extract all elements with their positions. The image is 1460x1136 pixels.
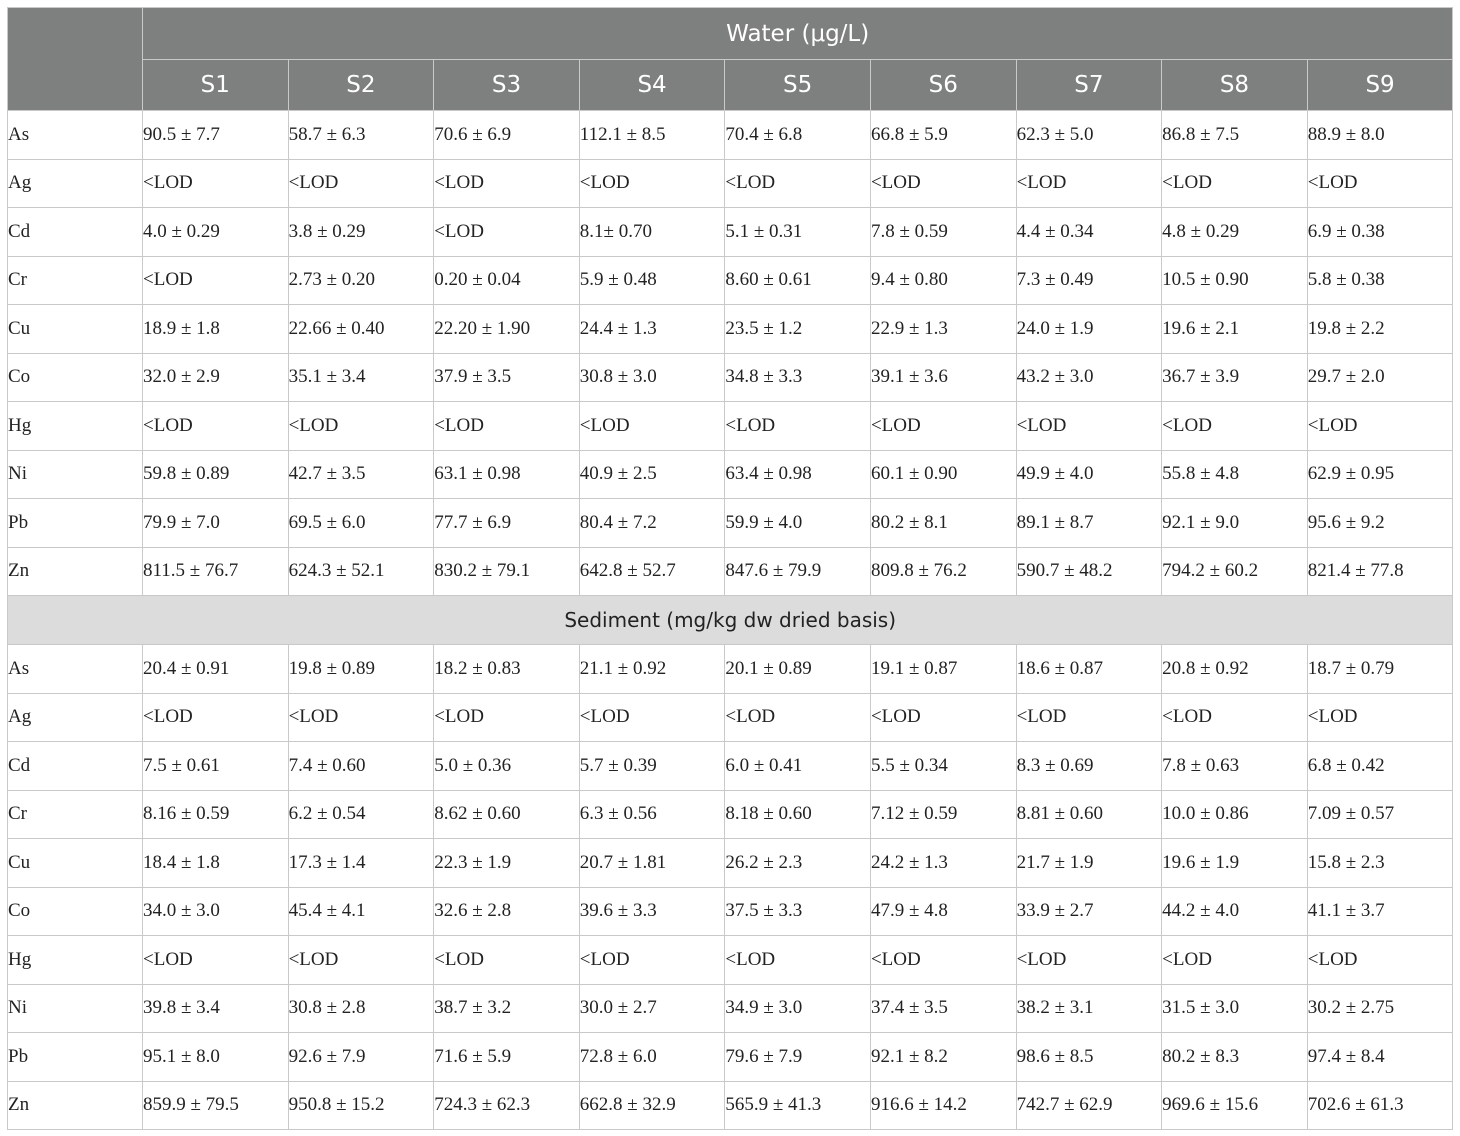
value-cell-s9: 15.8 ± 2.3 xyxy=(1307,839,1453,888)
value-cell-s7: 24.0 ± 1.9 xyxy=(1016,305,1162,354)
value-cell-s9: 6.8 ± 0.42 xyxy=(1307,742,1453,791)
value-cell-s4: 8.1± 0.70 xyxy=(579,208,725,257)
element-cell: Zn xyxy=(8,547,143,596)
value-cell-s1: 95.1 ± 8.0 xyxy=(143,1033,289,1082)
table-row xyxy=(8,1033,1453,1082)
table-row xyxy=(8,547,1453,596)
value-cell-s5: 34.9 ± 3.0 xyxy=(725,984,871,1033)
value-cell-s1: 34.0 ± 3.0 xyxy=(143,887,289,936)
value-cell-s4: 112.1 ± 8.5 xyxy=(579,111,725,160)
value-cell-s9: <LOD xyxy=(1307,159,1453,208)
value-cell-s3: 70.6 ± 6.9 xyxy=(434,111,580,160)
value-cell-s1: 8.16 ± 0.59 xyxy=(143,790,289,839)
element-cell: Cr xyxy=(8,790,143,839)
value-cell-s4: <LOD xyxy=(579,159,725,208)
value-cell-s6: 24.2 ± 1.3 xyxy=(870,839,1016,888)
section-title: Sediment (mg/kg dw dried basis) xyxy=(8,596,1453,645)
value-cell-s8: 31.5 ± 3.0 xyxy=(1162,984,1308,1033)
value-cell-s2: 624.3 ± 52.1 xyxy=(288,547,434,596)
value-cell-s6: 37.4 ± 3.5 xyxy=(870,984,1016,1033)
value-cell-s1: <LOD xyxy=(143,402,289,451)
value-cell-s8: 969.6 ± 15.6 xyxy=(1162,1081,1308,1130)
value-cell-s2: 92.6 ± 7.9 xyxy=(288,1033,434,1082)
value-cell-s1: <LOD xyxy=(143,936,289,985)
value-cell-s8: 19.6 ± 1.9 xyxy=(1162,839,1308,888)
header-site-row xyxy=(8,60,1453,111)
value-cell-s9: 88.9 ± 8.0 xyxy=(1307,111,1453,160)
site-header-s9: S9 xyxy=(1307,60,1453,111)
value-cell-s1: <LOD xyxy=(143,159,289,208)
value-cell-s7: 62.3 ± 5.0 xyxy=(1016,111,1162,160)
value-cell-s7: 7.3 ± 0.49 xyxy=(1016,256,1162,305)
value-cell-s1: 18.9 ± 1.8 xyxy=(143,305,289,354)
value-cell-s7: 8.3 ± 0.69 xyxy=(1016,742,1162,791)
value-cell-s6: 66.8 ± 5.9 xyxy=(870,111,1016,160)
value-cell-s6: <LOD xyxy=(870,402,1016,451)
value-cell-s2: 17.3 ± 1.4 xyxy=(288,839,434,888)
value-cell-s8: 20.8 ± 0.92 xyxy=(1162,645,1308,694)
value-cell-s1: 79.9 ± 7.0 xyxy=(143,499,289,548)
value-cell-s2: <LOD xyxy=(288,693,434,742)
value-cell-s8: 92.1 ± 9.0 xyxy=(1162,499,1308,548)
header-group-row xyxy=(8,8,1453,60)
site-header-s4: S4 xyxy=(579,60,725,111)
value-cell-s9: 5.8 ± 0.38 xyxy=(1307,256,1453,305)
value-cell-s4: 5.7 ± 0.39 xyxy=(579,742,725,791)
value-cell-s8: <LOD xyxy=(1162,159,1308,208)
value-cell-s9: <LOD xyxy=(1307,936,1453,985)
value-cell-s3: 5.0 ± 0.36 xyxy=(434,742,580,791)
value-cell-s5: 8.60 ± 0.61 xyxy=(725,256,871,305)
value-cell-s3: 32.6 ± 2.8 xyxy=(434,887,580,936)
value-cell-s6: 19.1 ± 0.87 xyxy=(870,645,1016,694)
value-cell-s2: <LOD xyxy=(288,402,434,451)
value-cell-s9: 30.2 ± 2.75 xyxy=(1307,984,1453,1033)
value-cell-s7: 43.2 ± 3.0 xyxy=(1016,353,1162,402)
element-cell: Cd xyxy=(8,742,143,791)
value-cell-s3: 22.20 ± 1.90 xyxy=(434,305,580,354)
value-cell-s4: 30.8 ± 3.0 xyxy=(579,353,725,402)
value-cell-s5: <LOD xyxy=(725,936,871,985)
site-header-s2: S2 xyxy=(288,60,434,111)
value-cell-s1: 90.5 ± 7.7 xyxy=(143,111,289,160)
value-cell-s5: 63.4 ± 0.98 xyxy=(725,450,871,499)
element-cell: As xyxy=(8,645,143,694)
value-cell-s6: 9.4 ± 0.80 xyxy=(870,256,1016,305)
element-cell: Pb xyxy=(8,1033,143,1082)
value-cell-s5: 20.1 ± 0.89 xyxy=(725,645,871,694)
value-cell-s2: 3.8 ± 0.29 xyxy=(288,208,434,257)
value-cell-s1: 4.0 ± 0.29 xyxy=(143,208,289,257)
value-cell-s4: <LOD xyxy=(579,402,725,451)
table-row xyxy=(8,159,1453,208)
value-cell-s4: 24.4 ± 1.3 xyxy=(579,305,725,354)
value-cell-s2: <LOD xyxy=(288,159,434,208)
value-cell-s3: <LOD xyxy=(434,159,580,208)
value-cell-s6: 47.9 ± 4.8 xyxy=(870,887,1016,936)
value-cell-s6: 7.12 ± 0.59 xyxy=(870,790,1016,839)
site-header-s7: S7 xyxy=(1016,60,1162,111)
value-cell-s9: 7.09 ± 0.57 xyxy=(1307,790,1453,839)
value-cell-s3: 71.6 ± 5.9 xyxy=(434,1033,580,1082)
metal-concentration-table xyxy=(7,7,1453,1130)
value-cell-s3: 22.3 ± 1.9 xyxy=(434,839,580,888)
value-cell-s1: 7.5 ± 0.61 xyxy=(143,742,289,791)
value-cell-s9: 702.6 ± 61.3 xyxy=(1307,1081,1453,1130)
value-cell-s6: <LOD xyxy=(870,693,1016,742)
site-header-s8: S8 xyxy=(1162,60,1308,111)
header-corner-cell xyxy=(8,8,143,111)
value-cell-s9: 821.4 ± 77.8 xyxy=(1307,547,1453,596)
value-cell-s2: 19.8 ± 0.89 xyxy=(288,645,434,694)
value-cell-s3: 18.2 ± 0.83 xyxy=(434,645,580,694)
value-cell-s8: 44.2 ± 4.0 xyxy=(1162,887,1308,936)
table-row xyxy=(8,790,1453,839)
value-cell-s6: <LOD xyxy=(870,936,1016,985)
value-cell-s4: <LOD xyxy=(579,936,725,985)
value-cell-s6: 80.2 ± 8.1 xyxy=(870,499,1016,548)
value-cell-s6: 92.1 ± 8.2 xyxy=(870,1033,1016,1082)
value-cell-s3: 8.62 ± 0.60 xyxy=(434,790,580,839)
value-cell-s1: <LOD xyxy=(143,693,289,742)
value-cell-s7: 21.7 ± 1.9 xyxy=(1016,839,1162,888)
element-cell: As xyxy=(8,111,143,160)
value-cell-s4: 21.1 ± 0.92 xyxy=(579,645,725,694)
value-cell-s4: 5.9 ± 0.48 xyxy=(579,256,725,305)
value-cell-s2: 6.2 ± 0.54 xyxy=(288,790,434,839)
value-cell-s2: 30.8 ± 2.8 xyxy=(288,984,434,1033)
element-cell: Ni xyxy=(8,984,143,1033)
value-cell-s8: 86.8 ± 7.5 xyxy=(1162,111,1308,160)
table-row xyxy=(8,450,1453,499)
element-cell: Ni xyxy=(8,450,143,499)
value-cell-s5: <LOD xyxy=(725,159,871,208)
value-cell-s7: 89.1 ± 8.7 xyxy=(1016,499,1162,548)
value-cell-s8: 794.2 ± 60.2 xyxy=(1162,547,1308,596)
value-cell-s3: 37.9 ± 3.5 xyxy=(434,353,580,402)
value-cell-s4: 30.0 ± 2.7 xyxy=(579,984,725,1033)
value-cell-s5: 59.9 ± 4.0 xyxy=(725,499,871,548)
value-cell-s8: <LOD xyxy=(1162,402,1308,451)
value-cell-s6: 916.6 ± 14.2 xyxy=(870,1081,1016,1130)
value-cell-s9: <LOD xyxy=(1307,402,1453,451)
value-cell-s2: 58.7 ± 6.3 xyxy=(288,111,434,160)
value-cell-s4: 72.8 ± 6.0 xyxy=(579,1033,725,1082)
value-cell-s4: 642.8 ± 52.7 xyxy=(579,547,725,596)
value-cell-s1: 18.4 ± 1.8 xyxy=(143,839,289,888)
value-cell-s4: 662.8 ± 32.9 xyxy=(579,1081,725,1130)
value-cell-s8: 80.2 ± 8.3 xyxy=(1162,1033,1308,1082)
value-cell-s7: 8.81 ± 0.60 xyxy=(1016,790,1162,839)
value-cell-s6: 60.1 ± 0.90 xyxy=(870,450,1016,499)
value-cell-s5: 70.4 ± 6.8 xyxy=(725,111,871,160)
table-row xyxy=(8,499,1453,548)
value-cell-s7: 4.4 ± 0.34 xyxy=(1016,208,1162,257)
value-cell-s6: <LOD xyxy=(870,159,1016,208)
value-cell-s1: 59.8 ± 0.89 xyxy=(143,450,289,499)
element-cell: Cu xyxy=(8,839,143,888)
site-header-s5: S5 xyxy=(725,60,871,111)
value-cell-s6: 39.1 ± 3.6 xyxy=(870,353,1016,402)
table-row xyxy=(8,402,1453,451)
value-cell-s7: 98.6 ± 8.5 xyxy=(1016,1033,1162,1082)
value-cell-s5: 565.9 ± 41.3 xyxy=(725,1081,871,1130)
element-cell: Ag xyxy=(8,693,143,742)
table-row xyxy=(8,111,1453,160)
value-cell-s4: 6.3 ± 0.56 xyxy=(579,790,725,839)
value-cell-s4: 80.4 ± 7.2 xyxy=(579,499,725,548)
table-row xyxy=(8,353,1453,402)
value-cell-s3: 63.1 ± 0.98 xyxy=(434,450,580,499)
table-row xyxy=(8,1081,1453,1130)
site-header-s6: S6 xyxy=(870,60,1016,111)
site-header-s3: S3 xyxy=(434,60,580,111)
value-cell-s4: 40.9 ± 2.5 xyxy=(579,450,725,499)
value-cell-s8: 7.8 ± 0.63 xyxy=(1162,742,1308,791)
value-cell-s7: 18.6 ± 0.87 xyxy=(1016,645,1162,694)
element-cell: Ag xyxy=(8,159,143,208)
value-cell-s6: 22.9 ± 1.3 xyxy=(870,305,1016,354)
value-cell-s4: <LOD xyxy=(579,693,725,742)
value-cell-s5: <LOD xyxy=(725,693,871,742)
element-cell: Cr xyxy=(8,256,143,305)
value-cell-s7: 590.7 ± 48.2 xyxy=(1016,547,1162,596)
value-cell-s5: 6.0 ± 0.41 xyxy=(725,742,871,791)
element-cell: Hg xyxy=(8,402,143,451)
value-cell-s5: 8.18 ± 0.60 xyxy=(725,790,871,839)
value-cell-s8: 10.0 ± 0.86 xyxy=(1162,790,1308,839)
value-cell-s2: 69.5 ± 6.0 xyxy=(288,499,434,548)
element-cell: Zn xyxy=(8,1081,143,1130)
value-cell-s8: 36.7 ± 3.9 xyxy=(1162,353,1308,402)
site-header-s1: S1 xyxy=(143,60,289,111)
value-cell-s3: 724.3 ± 62.3 xyxy=(434,1081,580,1130)
value-cell-s1: 32.0 ± 2.9 xyxy=(143,353,289,402)
value-cell-s5: 26.2 ± 2.3 xyxy=(725,839,871,888)
table-row xyxy=(8,936,1453,985)
value-cell-s7: <LOD xyxy=(1016,159,1162,208)
value-cell-s3: 830.2 ± 79.1 xyxy=(434,547,580,596)
element-cell: Co xyxy=(8,887,143,936)
value-cell-s7: <LOD xyxy=(1016,402,1162,451)
value-cell-s9: 41.1 ± 3.7 xyxy=(1307,887,1453,936)
value-cell-s9: 62.9 ± 0.95 xyxy=(1307,450,1453,499)
value-cell-s5: 34.8 ± 3.3 xyxy=(725,353,871,402)
value-cell-s9: 29.7 ± 2.0 xyxy=(1307,353,1453,402)
value-cell-s5: 5.1 ± 0.31 xyxy=(725,208,871,257)
value-cell-s8: <LOD xyxy=(1162,936,1308,985)
table-header xyxy=(8,8,1453,111)
element-cell: Cd xyxy=(8,208,143,257)
value-cell-s2: 35.1 ± 3.4 xyxy=(288,353,434,402)
value-cell-s2: 2.73 ± 0.20 xyxy=(288,256,434,305)
value-cell-s5: <LOD xyxy=(725,402,871,451)
table-row xyxy=(8,208,1453,257)
value-cell-s1: 859.9 ± 79.5 xyxy=(143,1081,289,1130)
table-row xyxy=(8,693,1453,742)
value-cell-s8: 10.5 ± 0.90 xyxy=(1162,256,1308,305)
value-cell-s3: <LOD xyxy=(434,693,580,742)
value-cell-s7: 38.2 ± 3.1 xyxy=(1016,984,1162,1033)
element-cell: Hg xyxy=(8,936,143,985)
water-group-header: Water (μg/L) xyxy=(143,8,1453,60)
value-cell-s2: 950.8 ± 15.2 xyxy=(288,1081,434,1130)
table-row xyxy=(8,742,1453,791)
value-cell-s5: 79.6 ± 7.9 xyxy=(725,1033,871,1082)
value-cell-s3: <LOD xyxy=(434,402,580,451)
element-cell: Pb xyxy=(8,499,143,548)
table-row xyxy=(8,256,1453,305)
table-body xyxy=(8,111,1453,1130)
value-cell-s8: <LOD xyxy=(1162,693,1308,742)
value-cell-s8: 55.8 ± 4.8 xyxy=(1162,450,1308,499)
value-cell-s3: 77.7 ± 6.9 xyxy=(434,499,580,548)
value-cell-s2: 45.4 ± 4.1 xyxy=(288,887,434,936)
element-cell: Cu xyxy=(8,305,143,354)
value-cell-s7: 33.9 ± 2.7 xyxy=(1016,887,1162,936)
value-cell-s4: 39.6 ± 3.3 xyxy=(579,887,725,936)
value-cell-s7: <LOD xyxy=(1016,693,1162,742)
table-row xyxy=(8,645,1453,694)
value-cell-s2: 22.66 ± 0.40 xyxy=(288,305,434,354)
value-cell-s7: 49.9 ± 4.0 xyxy=(1016,450,1162,499)
value-cell-s1: 811.5 ± 76.7 xyxy=(143,547,289,596)
value-cell-s5: 23.5 ± 1.2 xyxy=(725,305,871,354)
value-cell-s1: 20.4 ± 0.91 xyxy=(143,645,289,694)
value-cell-s6: 5.5 ± 0.34 xyxy=(870,742,1016,791)
value-cell-s9: 97.4 ± 8.4 xyxy=(1307,1033,1453,1082)
value-cell-s1: <LOD xyxy=(143,256,289,305)
table-row xyxy=(8,305,1453,354)
value-cell-s5: 847.6 ± 79.9 xyxy=(725,547,871,596)
value-cell-s8: 19.6 ± 2.1 xyxy=(1162,305,1308,354)
value-cell-s3: <LOD xyxy=(434,936,580,985)
value-cell-s9: 18.7 ± 0.79 xyxy=(1307,645,1453,694)
value-cell-s4: 20.7 ± 1.81 xyxy=(579,839,725,888)
value-cell-s7: 742.7 ± 62.9 xyxy=(1016,1081,1162,1130)
value-cell-s7: <LOD xyxy=(1016,936,1162,985)
table-row xyxy=(8,984,1453,1033)
value-cell-s2: <LOD xyxy=(288,936,434,985)
value-cell-s2: 42.7 ± 3.5 xyxy=(288,450,434,499)
section-header-row xyxy=(8,596,1453,645)
table-row xyxy=(8,887,1453,936)
value-cell-s3: 38.7 ± 3.2 xyxy=(434,984,580,1033)
value-cell-s9: 19.8 ± 2.2 xyxy=(1307,305,1453,354)
value-cell-s9: 6.9 ± 0.38 xyxy=(1307,208,1453,257)
element-cell: Co xyxy=(8,353,143,402)
value-cell-s6: 7.8 ± 0.59 xyxy=(870,208,1016,257)
value-cell-s3: <LOD xyxy=(434,208,580,257)
value-cell-s5: 37.5 ± 3.3 xyxy=(725,887,871,936)
table-row xyxy=(8,839,1453,888)
value-cell-s1: 39.8 ± 3.4 xyxy=(143,984,289,1033)
value-cell-s2: 7.4 ± 0.60 xyxy=(288,742,434,791)
value-cell-s3: 0.20 ± 0.04 xyxy=(434,256,580,305)
value-cell-s8: 4.8 ± 0.29 xyxy=(1162,208,1308,257)
value-cell-s6: 809.8 ± 76.2 xyxy=(870,547,1016,596)
value-cell-s9: <LOD xyxy=(1307,693,1453,742)
value-cell-s9: 95.6 ± 9.2 xyxy=(1307,499,1453,548)
